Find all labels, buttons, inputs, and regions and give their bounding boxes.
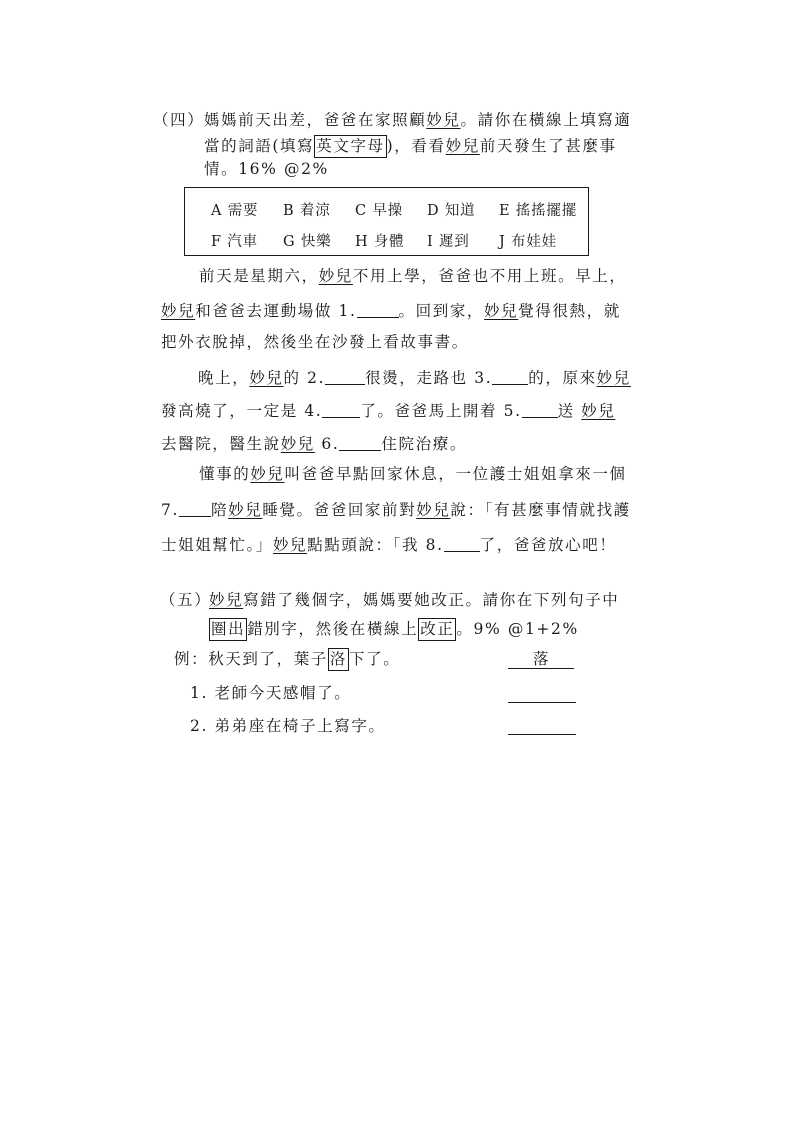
story-p1-line3: 把外衣脫掉，然後坐在沙發上看故事書。 [161, 333, 469, 351]
section4-intro-line1: 媽媽前天出差，爸爸在家照顧妙兒。請你在橫線上填寫適 [204, 111, 632, 129]
option-h: H 身體 [355, 234, 405, 250]
section4-intro-line2: 當的詞語(填寫 英文字母 )，看看妙兒前天發生了甚麼事 [204, 139, 617, 155]
answer-line-2[interactable] [508, 734, 576, 735]
word-options-box [184, 187, 589, 256]
blank-8[interactable] [444, 537, 480, 552]
section5-intro-line2: 圈出 錯別字，然後在橫線上 改正 。9% @1+2% [209, 622, 579, 638]
option-i: I 遲到 [427, 234, 470, 250]
blank-6[interactable] [339, 436, 381, 451]
section5-intro-line1: 妙兒寫錯了幾個字，媽媽要她改正。請你在下列句子中 [209, 591, 620, 609]
story-p2-line1: 晚上，妙兒的 2. 很燙，走路也 3. 的，原來妙兒 [198, 369, 631, 387]
blank-1[interactable] [357, 303, 399, 318]
option-f: F 汽車 [211, 234, 258, 250]
option-c: C 早操 [355, 203, 403, 219]
boxed-term: 圈出 [209, 618, 247, 641]
boxed-term: 改正 [418, 618, 456, 641]
name-miaoer: 妙兒 [426, 111, 461, 129]
section4-intro-line3: 情。16% @2% [204, 160, 329, 178]
story-p2-line3: 去醫院，醫生說妙兒 6. 住院治療。 [161, 435, 467, 453]
story-p1-line2: 妙兒和爸爸去運動場做 1. 。回到家，妙兒覺得很熱，就 [161, 302, 621, 320]
story-p3-line2: 7. 陪妙兒睡覺。爸爸回家前對妙兒說：「有甚麼事情就找護 [161, 501, 631, 519]
blank-4[interactable] [322, 403, 360, 418]
story-p2-line2: 發高燒了，一定是 4. 了。爸爸馬上開着 5. 送 妙兒 [161, 402, 616, 420]
example-sentence: 例：秋天到了，葉子 洛 下了。 [174, 652, 400, 668]
blank-2[interactable] [325, 370, 365, 385]
blank-3[interactable] [492, 370, 528, 385]
question-2: 2. 弟弟座在椅子上寫字。 [190, 717, 386, 735]
wrong-char-box: 洛 [328, 648, 349, 671]
story-p1-line1: 前天是星期六，妙兒不用上學，爸爸也不用上班。早上， [199, 267, 627, 285]
example-answer-line [508, 668, 574, 669]
question-1: 1. 老師今天感帽了。 [190, 684, 352, 702]
blank-5[interactable] [522, 403, 558, 418]
story-p3-line3: 士姐姐幫忙。」妙兒點點頭說：「我 8. 了，爸爸放心吧！ [161, 536, 617, 554]
option-d: D 知道 [427, 203, 476, 219]
option-a: A 需要 [211, 203, 259, 219]
story-p3-line1: 懂事的妙兒叫爸爸早點回家休息，一位護士姐姐拿來一個 [199, 465, 627, 483]
section4-number: （四） [153, 111, 205, 129]
example-answer: 落 [533, 650, 551, 668]
answer-line-1[interactable] [508, 702, 576, 703]
option-e: E 搖搖擺擺 [499, 203, 578, 219]
option-j: J 布娃娃 [499, 234, 557, 250]
option-g: G 快樂 [283, 234, 332, 250]
name-miaoer: 妙兒 [445, 137, 480, 155]
option-b: B 着涼 [283, 203, 331, 219]
section5-number: （五） [160, 591, 212, 609]
boxed-term: 英文字母 [314, 135, 386, 158]
blank-7[interactable] [179, 502, 211, 517]
